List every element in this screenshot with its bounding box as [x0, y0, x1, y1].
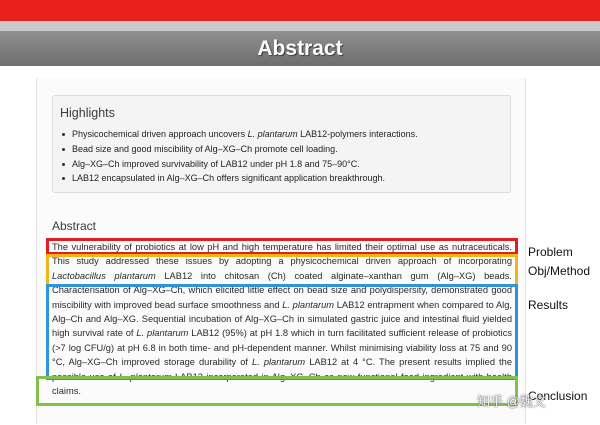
highlight-item: Alg–XG–Ch improved survivability of LAB12 under pH 1.8 and 75–90°C.: [60, 157, 418, 172]
highlight-item: LAB12 encapsulated in Alg–XG–Ch offers significant application breakthrough.: [60, 171, 418, 186]
watermark: 知乎 @魏文: [477, 394, 546, 409]
highlights-box: [52, 95, 511, 193]
conclusion-label: Conclusion: [528, 389, 588, 403]
abstract-body: The vulnerability of probiotics at low pH and high temperature has limited their optimal use as nutraceuticals. This study addressed these issues by adopting a physicochemical driven approach of incorporating Lactobacillus plantarum LAB12 into chitosan (Ch) coated alginate–xanthan gum (Alg–XG) beads. Characterisation of Alg–XG–Ch, which elicited little effect on bead size and polydispersity, demonstrated good miscibility with improved bead surface smoothness and L. plantarum LAB12 entrapment when compared to Alg, Alg–Ch and Alg–XG. Sequential incubation of Alg–XG–Ch in simulated gastric juice and intestinal fluid yielded high survival rate of L. plantarum LAB12 (95%) at pH 1.8 which in turn facilitated sufficient release of probiotics (>7 log CFU/g) at pH 6.8 in both time- and pH-dependent manner. Whilst minimising viability loss at 75 and 90 °C, Alg–XG–Ch improved storage durability of L. plantarum LAB12 at 4 °C. The present results implied the possible use of L. plantarum LAB12 incorporated in Alg–XG–Ch as new functional food ingredient with health claims.: [52, 242, 513, 397]
highlight-item: Bead size and good miscibility of Alg–XG–Ch promote cell loading.: [60, 142, 418, 157]
highlight-item: Physicochemical driven approach uncovers L. plantarum LAB12-polymers interactions.: [60, 127, 418, 142]
method-highlight-box: [46, 254, 518, 287]
highlights-title: Highlights: [60, 106, 115, 120]
slide-title: Abstract: [257, 36, 343, 60]
results-label: Results: [528, 298, 569, 312]
abstract-title: Abstract: [52, 219, 97, 233]
conclusion-highlight-box: [36, 376, 518, 406]
top-red-bar: [0, 0, 600, 21]
problem-label: Problem: [528, 245, 573, 259]
slide-title-bar: [0, 31, 600, 66]
highlights-list: [60, 127, 418, 186]
obj-method-label: Obj/Method: [528, 264, 591, 278]
results-highlight-box: [46, 284, 518, 380]
top-gray-bar: [0, 21, 600, 31]
problem-highlight-box: [46, 238, 518, 255]
